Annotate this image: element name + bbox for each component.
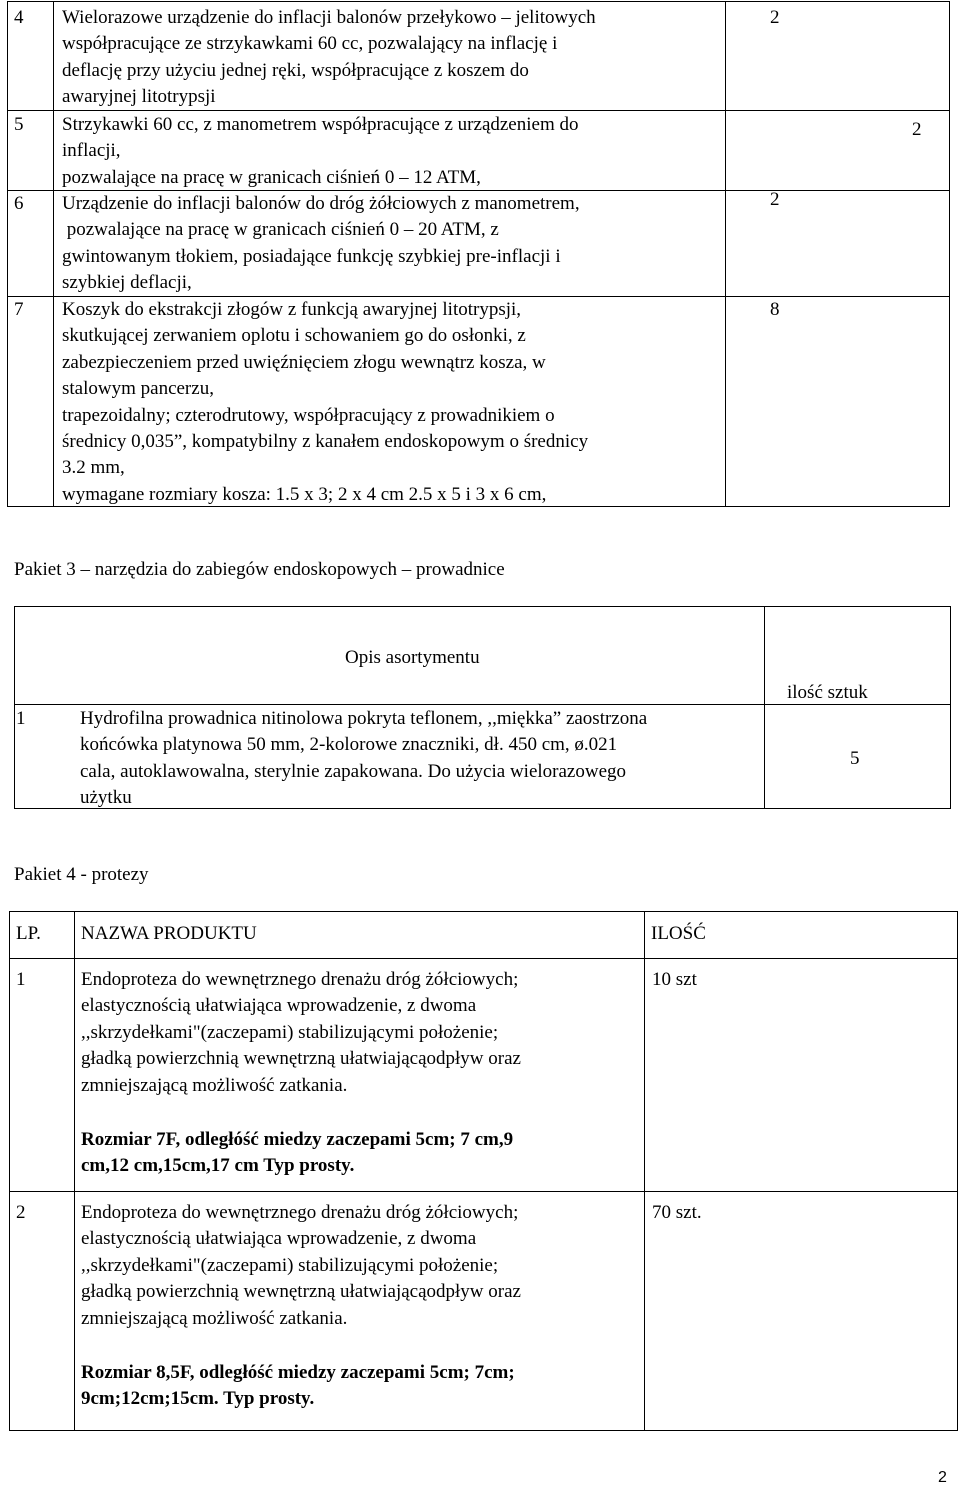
- column-header-nazwa: NAZWA PRODUKTU: [81, 923, 257, 944]
- row-quantity: 2: [770, 189, 780, 210]
- column-header-opis: Opis asortymentu: [345, 647, 480, 668]
- row-number: 1: [16, 708, 26, 729]
- table-border-bottom: [9, 1430, 957, 1431]
- row-description: Strzykawki 60 cc, z manometrem współpracujące z urządzeniem do inflacji, pozwalające na pracę w granicach ciśnień 0 – 12 ATM,: [62, 114, 579, 188]
- row-description: Endoproteza do wewnętrznego drenażu dróg żółciowych; elastycznością ułatwiająca wprowadzenie, z dwoma ,,skrzydełkami"(zaczepami) stabilizującymi położenie; gładką powierzchnią wewnętrzną ułatwiającąodpływ oraz zmniejszającą możliwość zatkania.: [81, 1202, 521, 1329]
- row-number: 6: [14, 193, 24, 214]
- row-quantity: 2: [770, 7, 780, 28]
- row-number: 2: [16, 1202, 26, 1223]
- row-size-spec: Rozmiar 7F, odległóść miedzy zaczepami 5cm; 7 cm,9 cm,12 cm,15cm,17 cm Typ prosty.: [81, 1129, 514, 1177]
- row-description: Hydrofilna prowadnica nitinolowa pokryta teflonem, ,,miękka” zaostrzona końcówka platynowa 50 mm, 2-kolorowe znaczniki, dł. 450 cm, ø.021 cala, autoklawowalna, sterylnie zapakowana. Do użycia wielorazowego użytku: [80, 708, 648, 809]
- table-col-divider: [644, 911, 645, 1431]
- table-border-top: [9, 911, 957, 912]
- row-description: Endoproteza do wewnętrznego drenażu dróg żółciowych; elastycznością ułatwiająca wprowadzenie, z dwoma ,,skrzydełkami"(zaczepami) stabilizującymi położenie; gładką powierzchnią wewnętrzną ułatwiającąodpływ oraz zmniejszającą możliwość zatkania.: [81, 969, 521, 1096]
- table-1-border-top: [7, 1, 949, 2]
- row-quantity: 70 szt.: [652, 1202, 702, 1223]
- row-description: Urządzenie do inflacji balonów do dróg żółciowych z manometrem, pozwalające na pracę w granicach ciśnień 0 – 20 ATM, z gwintowanym tłokiem, posiadające funkcję szybkiej pre-inflacji i szybkiej deflacji,: [62, 193, 580, 294]
- row-number: 7: [14, 299, 24, 320]
- table-1-border-right: [949, 1, 950, 507]
- table-border-top: [14, 606, 950, 607]
- column-header-ilosc: ilość sztuk: [787, 682, 868, 703]
- page-number: 2: [938, 1469, 947, 1486]
- pakiet-3-heading: Pakiet 3 – narzędzia do zabiegów endoskopowych – prowadnice: [14, 559, 505, 580]
- table-row-divider: [9, 1191, 957, 1192]
- table-col-divider: [74, 911, 75, 1431]
- pakiet-4-heading: Pakiet 4 - protezy: [14, 864, 149, 885]
- row-size-spec: Rozmiar 8,5F, odległóść miedzy zaczepami 5cm; 7cm; 9cm;12cm;15cm. Typ prosty.: [81, 1362, 515, 1410]
- table-1-col-divider: [725, 1, 726, 507]
- row-quantity: 8: [770, 299, 780, 320]
- row-number: 5: [14, 114, 24, 135]
- table-1-col-divider: [53, 1, 54, 507]
- table-border-right: [957, 911, 958, 1431]
- table-col-divider: [764, 606, 765, 809]
- row-quantity: 5: [850, 748, 860, 769]
- table-border-left: [14, 606, 15, 809]
- row-description: Koszyk do ekstrakcji złogów z funkcją awaryjnej litotrypsji, skutkującej zerwaniem oplotu i schowaniem go do osłonki, z zabezpieczeniem przed uwięźnięciem złogu wewnątrz kosza, w stalowym pancerzu, trapezoidalny; czterodrutowy, współpracujący z prowadnikiem o średnicy 0,035”, kompatybilny z kanałem endoskopowym o średnicy 3.2 mm, wymagane rozmiary kosza: 1.5 x 3; 2 x 4 cm 2.5 x 5 i 3 x 6 cm,: [62, 299, 589, 505]
- column-header-lp: LP.: [16, 923, 41, 944]
- row-quantity: 2: [912, 119, 922, 140]
- row-number: 4: [14, 7, 24, 28]
- column-header-ilosc: ILOŚĆ: [651, 923, 706, 944]
- table-1-border-left: [7, 1, 8, 507]
- table-header-divider: [9, 958, 957, 959]
- row-description: Wielorazowe urządzenie do inflacji balonów przełykowo – jelitowych współpracujące ze strzykawkami 60 cc, pozwalający na inflację i deflację przy użyciu jednej ręki, współpracujące z koszem do awaryjnej litotrypsji: [62, 7, 596, 108]
- table-border-right: [950, 606, 951, 809]
- row-number: 1: [16, 969, 26, 990]
- table-border-left: [9, 911, 10, 1431]
- row-quantity: 10 szt: [652, 969, 697, 990]
